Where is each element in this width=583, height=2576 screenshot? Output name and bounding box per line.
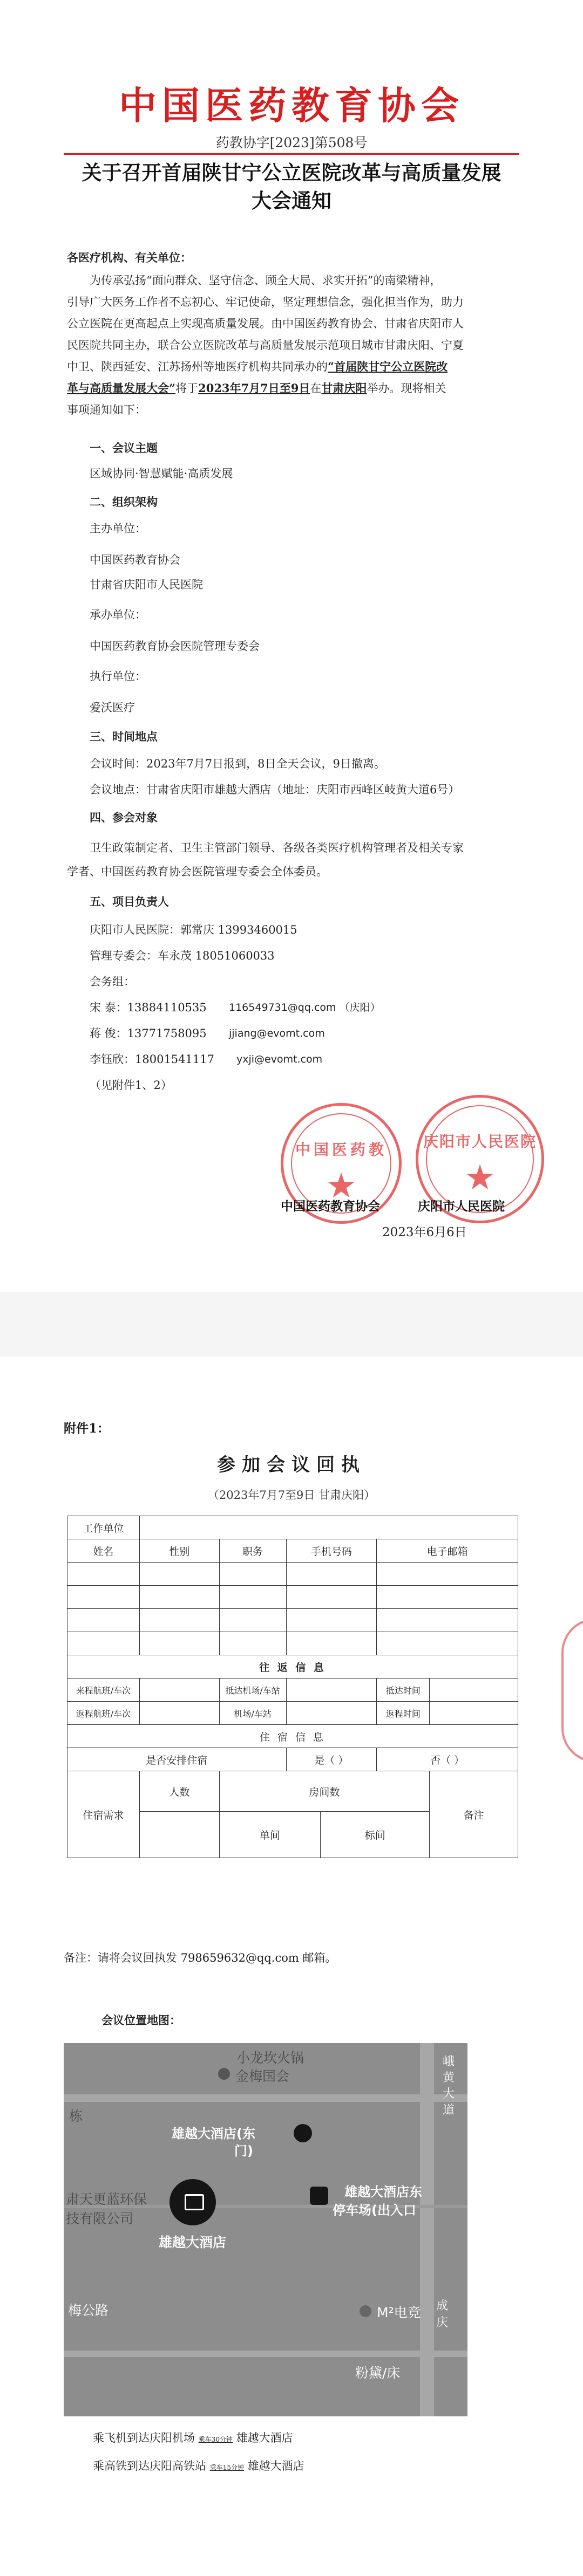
contact-2-email: jjiang@evomt.com [229, 1027, 325, 1039]
meeting-place: 会议地点：甘肃省庆阳市雄越大酒店（地址：庆阳市西峰区岐黄大道6号） [90, 783, 460, 796]
route-airport-to: 雄越大酒店 [236, 2431, 293, 2444]
doc-number: 药教协字[2023]第508号 [215, 135, 368, 150]
table-row [67, 1771, 518, 1812]
map-pin-east-gate-icon[interactable] [294, 2124, 312, 2142]
stay-need-label: 住宿需求 [67, 1771, 140, 1858]
doc-title-line1: 关于召开首届陕甘宁公立医院改革与高质量发展 [82, 161, 501, 184]
table-row [67, 1678, 518, 1702]
contact-3-phone: 李钰欣：18001541117 [90, 1053, 214, 1066]
para1-line6-text-d: 举办。现将相关 [367, 382, 446, 395]
doc-title-line2: 大会通知 [252, 189, 331, 213]
table-row [67, 1586, 518, 1609]
map-label-chengqing: 成庆 [436, 2299, 449, 2330]
map-label-esports: M²电竞 [377, 2305, 421, 2320]
salutation: 各医疗机构、有关单位： [67, 251, 192, 264]
arrive-place-field[interactable] [286, 1678, 377, 1702]
signature-org1: 中国医药教育协会 [281, 1199, 380, 1214]
stay-info-title: 住 宿 信 息 [67, 1725, 518, 1748]
route-railway [93, 2457, 304, 2474]
seal-star-icon: ★ [464, 1158, 496, 1198]
route-airport-duration: 乘车30分钟 [198, 2436, 233, 2443]
seal-hospital-text: 庆阳市人民医院 [423, 1133, 537, 1150]
arrive-time-label: 抵达时间 [377, 1678, 430, 1702]
contact-hospital: 庆阳市人民医院：郭常庆 13993460015 [90, 923, 297, 936]
stay-no-option[interactable]: 否（ ） [377, 1748, 518, 1771]
col-phone: 手机号码 [286, 1539, 377, 1563]
organizer: 中国医药教育协会医院管理专委会 [90, 640, 260, 653]
map-label-road-south: 梅公路 [68, 2303, 109, 2318]
arrive-time-field[interactable] [430, 1678, 518, 1702]
cell[interactable] [67, 1632, 140, 1655]
route-railway-duration: 乘车15分钟 [209, 2464, 244, 2471]
cell[interactable] [139, 1586, 219, 1609]
cell[interactable] [67, 1586, 140, 1609]
map-title: 会议位置地图： [101, 2013, 181, 2027]
attachment-label: 附件1： [64, 1421, 110, 1436]
cell[interactable] [286, 1586, 377, 1609]
remark-label: 备注 [430, 1771, 518, 1858]
table-row [67, 1539, 518, 1563]
table-row [67, 1609, 518, 1632]
table-row [67, 1563, 518, 1586]
red-divider [64, 153, 519, 155]
map-label-meihua: 金梅国会 [235, 2068, 290, 2084]
cell[interactable] [219, 1609, 286, 1632]
map-road [64, 2351, 467, 2357]
receipt-form [67, 1516, 518, 1858]
cell[interactable] [377, 1586, 518, 1609]
conference-name-part1: “首届陕甘宁公立医院改 [328, 360, 448, 373]
cell[interactable] [286, 1609, 377, 1632]
map-hotel-pin-icon[interactable] [170, 2179, 216, 2225]
return-place-field[interactable] [286, 1702, 377, 1725]
table-row [67, 1516, 518, 1539]
col-email: 电子邮箱 [377, 1539, 518, 1563]
host-2: 甘肃省庆阳市人民医院 [90, 578, 203, 591]
cell[interactable] [219, 1632, 286, 1655]
table-row [67, 1655, 518, 1678]
para1-line3: 公立医院在更高起点上实现高质量发展。由中国医药教育协会、甘肃省庆阳市人 [67, 317, 464, 330]
see-attachment: （见附件1、2） [90, 1079, 172, 1092]
signature-org2: 庆阳市人民医院 [418, 1199, 505, 1214]
map-road [420, 2043, 434, 2416]
cell[interactable] [377, 1609, 518, 1632]
cell[interactable] [286, 1632, 377, 1655]
col-gender: 性别 [139, 1539, 219, 1563]
section1-content: 区域协同·智慧赋能·高质发展 [90, 467, 233, 480]
page-break [0, 1292, 583, 1356]
contact-committee: 管理专委会：车永茂 18051060033 [90, 949, 275, 962]
people-field[interactable] [139, 1812, 219, 1858]
return-time-field[interactable] [430, 1702, 518, 1725]
seal-star-icon: ★ [326, 1166, 357, 1206]
attendees-line2: 学者、中国医药教育协会医院管理专委会全体委员。 [67, 865, 328, 878]
para1-line5 [67, 356, 448, 378]
edge-seal-fragment [561, 1618, 583, 1763]
cell[interactable] [139, 1632, 219, 1655]
attendees-line1: 卫生政策制定者、卫生主管部门领导、各级各类医疗机构管理者及相关专家 [90, 841, 464, 854]
contact-1-email: 116549731@qq.com （庆阳） [229, 1002, 381, 1013]
cell[interactable] [286, 1563, 377, 1586]
executor: 爱沃医疗 [90, 701, 135, 714]
map-poi-icon [360, 2305, 371, 2317]
org-name: 中国医药教育协会 [119, 83, 464, 128]
signature-date: 2023年6月6日 [382, 1225, 467, 1239]
table-row [67, 1702, 518, 1725]
conference-name-part2: 革与高质量发展大会” [67, 381, 176, 395]
executor-label: 执行单位： [90, 670, 146, 683]
return-time-label: 返程时间 [377, 1702, 430, 1725]
cell[interactable] [219, 1563, 286, 1586]
location-map[interactable] [64, 2043, 467, 2416]
conference-location: 甘肃庆阳 [321, 381, 367, 395]
para1-line6 [67, 378, 446, 399]
para1-line6-text-c: 在 [310, 382, 322, 395]
section1-title: 一、会议主题 [90, 441, 158, 455]
col-title: 职务 [219, 1539, 286, 1563]
map-label-hotel-east-gate: 雄越大酒店(东 [172, 2126, 255, 2141]
arrive-place-label: 抵达机场/车站 [219, 1678, 286, 1702]
para1-line6-text-b: 将于 [175, 382, 199, 395]
cell[interactable] [67, 1609, 140, 1632]
standard-room-label: 标间 [321, 1812, 430, 1858]
map-label-parking: 雄越大酒店东 [344, 2184, 422, 2200]
table-row [67, 1632, 518, 1655]
section4-title: 四、参会对象 [90, 811, 158, 824]
map-label-hotel-east-gate-2: 门) [234, 2143, 253, 2159]
seal-association-text: 中国医药教 [295, 1141, 387, 1159]
single-room-label: 单间 [219, 1812, 321, 1858]
people-label: 人数 [139, 1771, 219, 1812]
arrive-flight-field[interactable] [139, 1678, 219, 1702]
map-poi-icon [218, 2068, 230, 2080]
work-unit-field[interactable] [139, 1516, 518, 1539]
map-parking-icon[interactable] [310, 2187, 328, 2205]
para1-line4: 民医院共同主办，联合公立医院改革与高质量发展示范项目城市甘肃庆阳、宁夏 [67, 339, 464, 352]
contact-3-email: yxji@evomt.com [236, 1053, 323, 1065]
map-label-road: 峨黄大道 [443, 2055, 455, 2117]
cell[interactable] [139, 1609, 219, 1632]
table-row [67, 1748, 518, 1771]
meeting-time: 会议时间：2023年7月7日报到，8日全天会议，9日撤离。 [90, 757, 385, 770]
para1-line1: 为传承弘扬“面向群众、坚守信念、顾全大局、求实开拓”的南梁精神， [90, 274, 442, 287]
stay-yes-option[interactable]: 是（ ） [286, 1748, 377, 1771]
section3-title: 三、时间地点 [90, 730, 158, 743]
route-railway-to: 雄越大酒店 [247, 2459, 304, 2472]
cell[interactable] [377, 1563, 518, 1586]
para1-line2: 引导广大医务工作者不忘初心、牢记使命，坚定理想信念，强化担当作为，助力 [67, 296, 464, 309]
cell[interactable] [139, 1563, 219, 1586]
contact-2-phone: 蒋 俊：13771758095 [90, 1027, 207, 1040]
route-airport [93, 2429, 293, 2445]
route-railway-from: 乘高铁到达庆阳高铁站 [93, 2459, 206, 2472]
route-airport-from: 乘飞机到达庆阳机场 [93, 2431, 195, 2444]
organizer-label: 承办单位： [90, 608, 146, 621]
table-row [67, 1725, 518, 1748]
transfer-info-title: 往 返 信 息 [67, 1655, 518, 1678]
receipt-subtitle: （2023年7月7至9日 甘肃庆阳） [207, 1489, 376, 1502]
arrive-flight-label: 来程航班/车次 [67, 1678, 140, 1702]
return-flight-label: 返程航班/车次 [67, 1702, 140, 1725]
host-1: 中国医药教育协会 [90, 553, 180, 566]
return-flight-field[interactable] [139, 1702, 219, 1725]
contact-1-phone: 宋 泰：13884110535 [90, 1001, 207, 1014]
return-place-label: 机场/车站 [219, 1702, 286, 1725]
host-label: 主办单位： [90, 522, 146, 535]
map-label-company: 肃天更蓝环保 [66, 2191, 147, 2207]
para1-line5-text: 中卫、陕西延安、江苏扬州等地医疗机构共同承办的 [67, 360, 328, 373]
cell[interactable] [377, 1632, 518, 1655]
map-road [64, 2094, 467, 2102]
map-label-building: 栋 [69, 2108, 83, 2124]
col-name: 姓名 [67, 1539, 140, 1563]
contact-group-label: 会务组： [90, 975, 135, 988]
section5-title: 五、项目负责人 [90, 895, 169, 908]
para1-line7: 事项通知如下： [67, 403, 146, 416]
doc-title [65, 159, 518, 215]
rooms-label: 房间数 [219, 1771, 430, 1812]
receipt-title: 参加会议回执 [217, 1454, 366, 1476]
map-label-hotel: 雄越大酒店 [159, 2235, 227, 2250]
map-label-company-2: 技有限公司 [66, 2211, 134, 2226]
map-label-restaurant: 小龙坎火锅 [236, 2050, 304, 2066]
conference-date: 2023年7月7日至9日 [198, 381, 310, 395]
work-unit-label: 工作单位 [67, 1516, 140, 1539]
map-label-shop: 粉黛/床 [355, 2365, 401, 2381]
section2-title: 二、组织架构 [90, 495, 158, 509]
hotel-bed-icon [185, 2194, 204, 2210]
map-label-parking-2: 停车场(出入口 [333, 2203, 416, 2218]
cell[interactable] [219, 1586, 286, 1609]
cell[interactable] [67, 1563, 140, 1586]
stay-question: 是否安排住宿 [67, 1748, 287, 1771]
receipt-note: 备注：请将会议回执发 798659632@qq.com 邮箱。 [64, 1951, 337, 1964]
